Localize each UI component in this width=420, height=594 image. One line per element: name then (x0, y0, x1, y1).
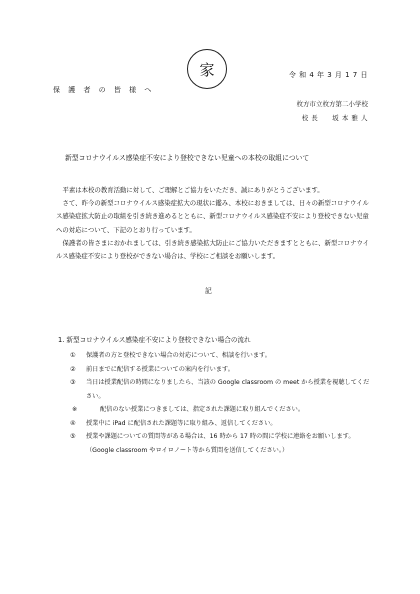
list-item (70, 349, 370, 363)
item-number: ④ (70, 419, 76, 427)
item-text: 配信のない授業につきましては、指定された課題に取り組んでください。 (100, 406, 305, 413)
addressee: 保 護 者 の 皆 様 へ (53, 86, 155, 94)
item-text: 授業中に iPad に配信された課題等に取り組み、返信してください。 (86, 419, 277, 427)
list-item (70, 417, 370, 431)
note-mark: ※ (72, 406, 78, 413)
section-heading: 1. 新型コロナウイルス感染症不安により登校できない場合の流れ (58, 336, 251, 344)
item-text: 当日は授業配信の時間になりましたら、当該の Google classroom の meet から授業を視聴してください。 (86, 379, 370, 400)
list-item (70, 376, 370, 403)
sender-principal: 校 長 坂 本 雅 人 (301, 114, 368, 122)
list-item-note (70, 403, 370, 417)
procedure-list (70, 349, 370, 457)
list-item (70, 363, 370, 377)
ki-marker: 記 (205, 287, 212, 295)
item-number: ② (70, 365, 76, 373)
stamp-character: 家 (199, 60, 215, 79)
item-number: ① (70, 352, 76, 359)
list-item (70, 430, 370, 457)
item-number: ③ (70, 379, 76, 386)
body-paragraph-greeting: 平素は本校の教育活動に対して、ご理解とご協力をいただき、誠にありがとうございます。 (62, 186, 324, 194)
document-date: 令 和 4 年 3 月 1 7 日 (288, 71, 368, 79)
body-paragraph-measures: さて、昨今の新型コロナウイルス感染症拡大の現状に鑑み、本校におきましては、日々の新型コロナウイルス感染症拡大防止の取組を引き続き進めるとともに、新型コロナウイルス感染症不安により登校できない児童への対応について、下記のとおり行っています。 (56, 199, 369, 234)
document-title: 新型コロナウイルス感染症不安により登校できない児童への本校の取組について (65, 154, 310, 162)
document-body (56, 184, 374, 263)
item-number: ⑤ (70, 433, 76, 440)
item-text: 前日までに配信する授業についての案内を行います。 (86, 365, 234, 373)
sender-school: 枚方市立枚方第二小学校 (296, 100, 368, 108)
item-text: 授業や課題についての質問等がある場合は、16 時から 17 時の間に学校に連絡をお願いします。（Google classroom やロイロノート等から質問を送信してください。） (86, 433, 355, 454)
body-paragraph-request: 保護者の皆さまにおかれましては、引き続き感染拡大防止にご協力いただきますとともに、新型コロナウイルス感染症不安により登校ができない場合は、学校にご相談をお願いします。 (56, 238, 370, 261)
family-stamp (187, 49, 227, 89)
item-text: 保護者の方と登校できない場合の対応について、相談を行います。 (86, 352, 271, 359)
